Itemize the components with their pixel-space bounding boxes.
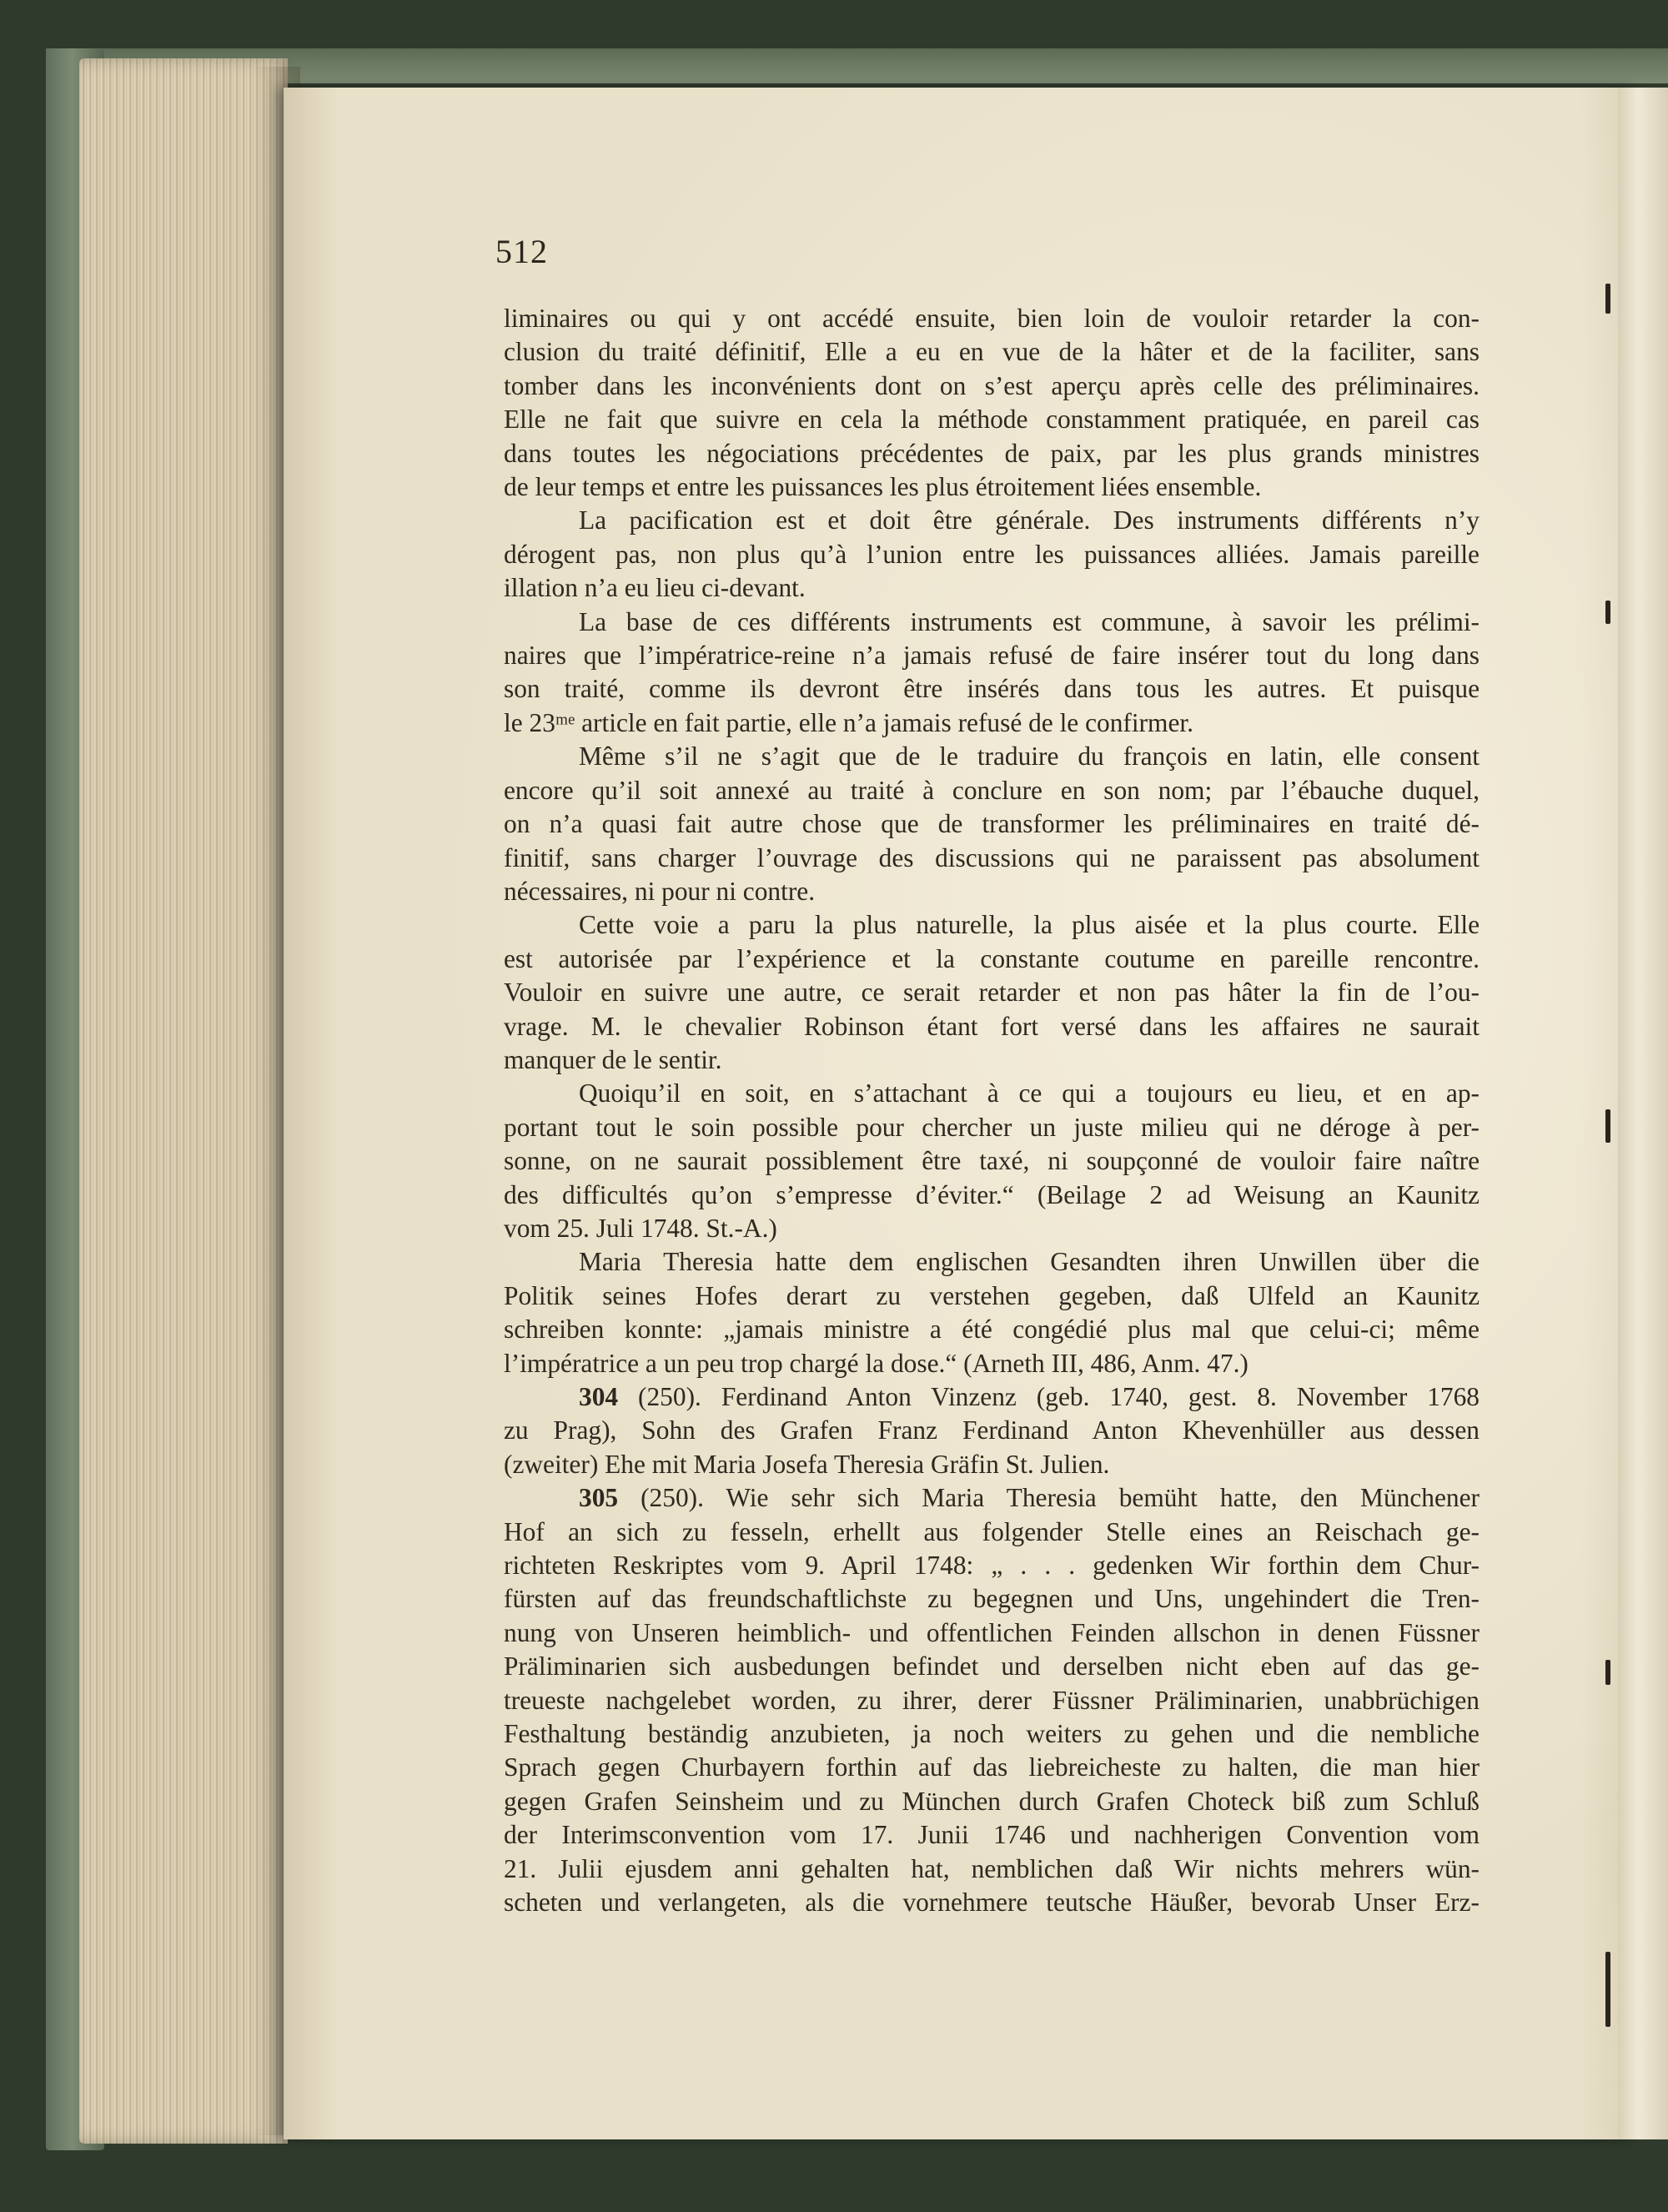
text-line: manquer de le sentir. xyxy=(504,1044,722,1074)
text-line: le 23ᵐᵉ article en fait partie, elle n’a jamais refusé de le confirmer. xyxy=(504,707,1193,737)
text-line: encore qu’il soit annexé au traité à conclure en son nom; par l’ébauche duquel, xyxy=(504,775,1480,805)
text-line: Sprach gegen Churbayern forthin auf das liebreicheste zu halten, die man hier xyxy=(504,1752,1480,1782)
margin-mark xyxy=(1605,1660,1610,1685)
text-line: vrage. M. le chevalier Robinson étant fort versé dans les affaires ne saurait xyxy=(504,1011,1480,1041)
text-line: finitif, sans charger l’ouvrage des discussions qui ne paraissent pas absolument xyxy=(504,842,1480,872)
text-line: richteten Reskriptes vom 9. April 1748: „ . . . gedenken Wir forthin dem Chur- xyxy=(504,1551,1480,1581)
text-line: Cette voie a paru la plus naturelle, la plus aisée et la plus courte. Elle xyxy=(579,910,1480,940)
text-line: zu Prag), Sohn des Grafen Franz Ferdinand Anton Khevenhüller aus dessen xyxy=(504,1415,1480,1445)
text-line: liminaires ou qui y ont accédé ensuite, bien loin de vouloir retarder la con- xyxy=(504,304,1480,333)
text-line: Elle ne fait que suivre en cela la méthode constamment pratiquée, en pareil cas xyxy=(504,405,1480,435)
margin-mark xyxy=(1605,601,1610,624)
text-line: Vouloir en suivre une autre, ce serait retarder et non pas hâter la fin de l’ou- xyxy=(504,978,1480,1008)
text-line: son traité, comme ils devront être insérés dans tous les autres. Et puisque xyxy=(504,674,1480,704)
note-number: 305 xyxy=(579,1483,619,1513)
text-line: de leur temps et entre les puissances les plus étroitement liées ensemble. xyxy=(504,472,1262,502)
page-right-edge xyxy=(1618,88,1668,2139)
text-line: nung von Unseren heimblich- und offentlichen Feinden allschon in denen Füssner xyxy=(504,1617,1480,1647)
text-line: 305 (250). Wie sehr sich Maria Theresia bemüht hatte, den Münchener xyxy=(579,1483,1480,1513)
margin-mark xyxy=(1605,284,1610,314)
text-line: illation n’a eu lieu ci-devant. xyxy=(504,573,806,603)
text-line: clusion du traité définitif, Elle a eu en vue de la hâter et de la faciliter, sans xyxy=(504,337,1480,367)
text-line: sonne, on ne saurait possiblement être taxé, ni soupçonné de vouloir faire naître xyxy=(504,1146,1480,1176)
text-line: Hof an sich zu fesseln, erhellt aus folgender Stelle eines an Reischach ge- xyxy=(504,1516,1480,1546)
text-line: des difficultés qu’on s’empresse d’éviter.“ (Beilage 2 ad Weisung an Kaunitz xyxy=(504,1179,1480,1209)
text-line: Quoiqu’il en soit, en s’attachant à ce qui a toujours eu lieu, et en ap- xyxy=(579,1078,1480,1109)
text-line: gegen Grafen Seinsheim und zu München durch Grafen Choteck biß zum Schluß xyxy=(504,1786,1480,1816)
text-line: Même s’il ne s’agit que de le traduire du françois en latin, elle consent xyxy=(579,742,1480,772)
margin-mark xyxy=(1605,1952,1610,2027)
text-line: Präliminarien sich ausbedungen befindet und derselben nicht eben auf das ge- xyxy=(504,1651,1480,1682)
text-line: Politik seines Hofes derart zu verstehen gegeben, daß Ulfeld an Kaunitz xyxy=(504,1280,1480,1310)
text-line: treueste nachgelebet worden, zu ihrer, derer Füssner Präliminarien, unabbrüchigen xyxy=(504,1685,1480,1715)
text-line: nécessaires, ni pour ni contre. xyxy=(504,876,816,906)
margin-mark xyxy=(1605,1109,1610,1143)
text-line: on n’a quasi fait autre chose que de transformer les préliminaires en traité dé- xyxy=(504,809,1480,839)
note-number: 304 xyxy=(579,1382,619,1411)
text-line: dans toutes les négociations précédentes de paix, par les plus grands ministres xyxy=(504,438,1480,468)
page-number: 512 xyxy=(495,233,548,270)
text-line: schreiben konnte: „jamais ministre a été congédié plus mal que celui-ci; même xyxy=(504,1315,1480,1345)
text-line: tomber dans les inconvénients dont on s’est aperçu après celle des préliminaires. xyxy=(504,370,1480,400)
text-line: portant tout le soin possible pour chercher un juste milieu qui ne déroge à per- xyxy=(504,1112,1480,1142)
text-line: est autorisée par l’expérience et la constante coutume en pareille rencontre. xyxy=(504,943,1480,973)
text-line: naires que l’impératrice-reine n’a jamais refusé de faire insérer tout du long dans xyxy=(504,641,1480,671)
text-line: l’impératrice a un peu trop chargé la dose.“ (Arneth III, 486, Anm. 47.) xyxy=(504,1348,1248,1378)
text-line: fürsten auf das freundschaftlichste zu begegnen und Uns, ungehindert die Tren- xyxy=(504,1584,1480,1614)
text-line: dérogent pas, non plus qu’à l’union entre les puissances alliées. Jamais pareille xyxy=(504,539,1480,569)
text-line: 304 (250). Ferdinand Anton Vinzenz (geb. 1740, gest. 8. November 1768 xyxy=(579,1382,1480,1411)
text-line: Festhaltung beständig anzubieten, ja noch weiters zu gehen und die nembliche xyxy=(504,1719,1480,1749)
body-text xyxy=(504,302,1480,1920)
text-line: vom 25. Juli 1748. St.-A.) xyxy=(504,1213,777,1243)
text-line: der Interimsconvention vom 17. Junii 1746 und nachherigen Convention vom xyxy=(504,1820,1480,1850)
text-line: 21. Julii ejusdem anni gehalten hat, nemblichen daß Wir nichts mehrers wün- xyxy=(504,1853,1480,1883)
text-line: scheten und verlangeten, als die vornehmere teutsche Häußer, bevorab Unser Erz- xyxy=(504,1888,1480,1918)
text-line: La pacification est et doit être générale. Des instruments différents n’y xyxy=(579,505,1480,535)
text-line: La base de ces différents instruments est commune, à savoir les prélimi- xyxy=(579,606,1480,636)
text-line: Maria Theresia hatte dem englischen Gesandten ihren Unwillen über die xyxy=(579,1247,1480,1277)
text-line: (zweiter) Ehe mit Maria Josefa Theresia Gräfin St. Julien. xyxy=(504,1449,1110,1479)
